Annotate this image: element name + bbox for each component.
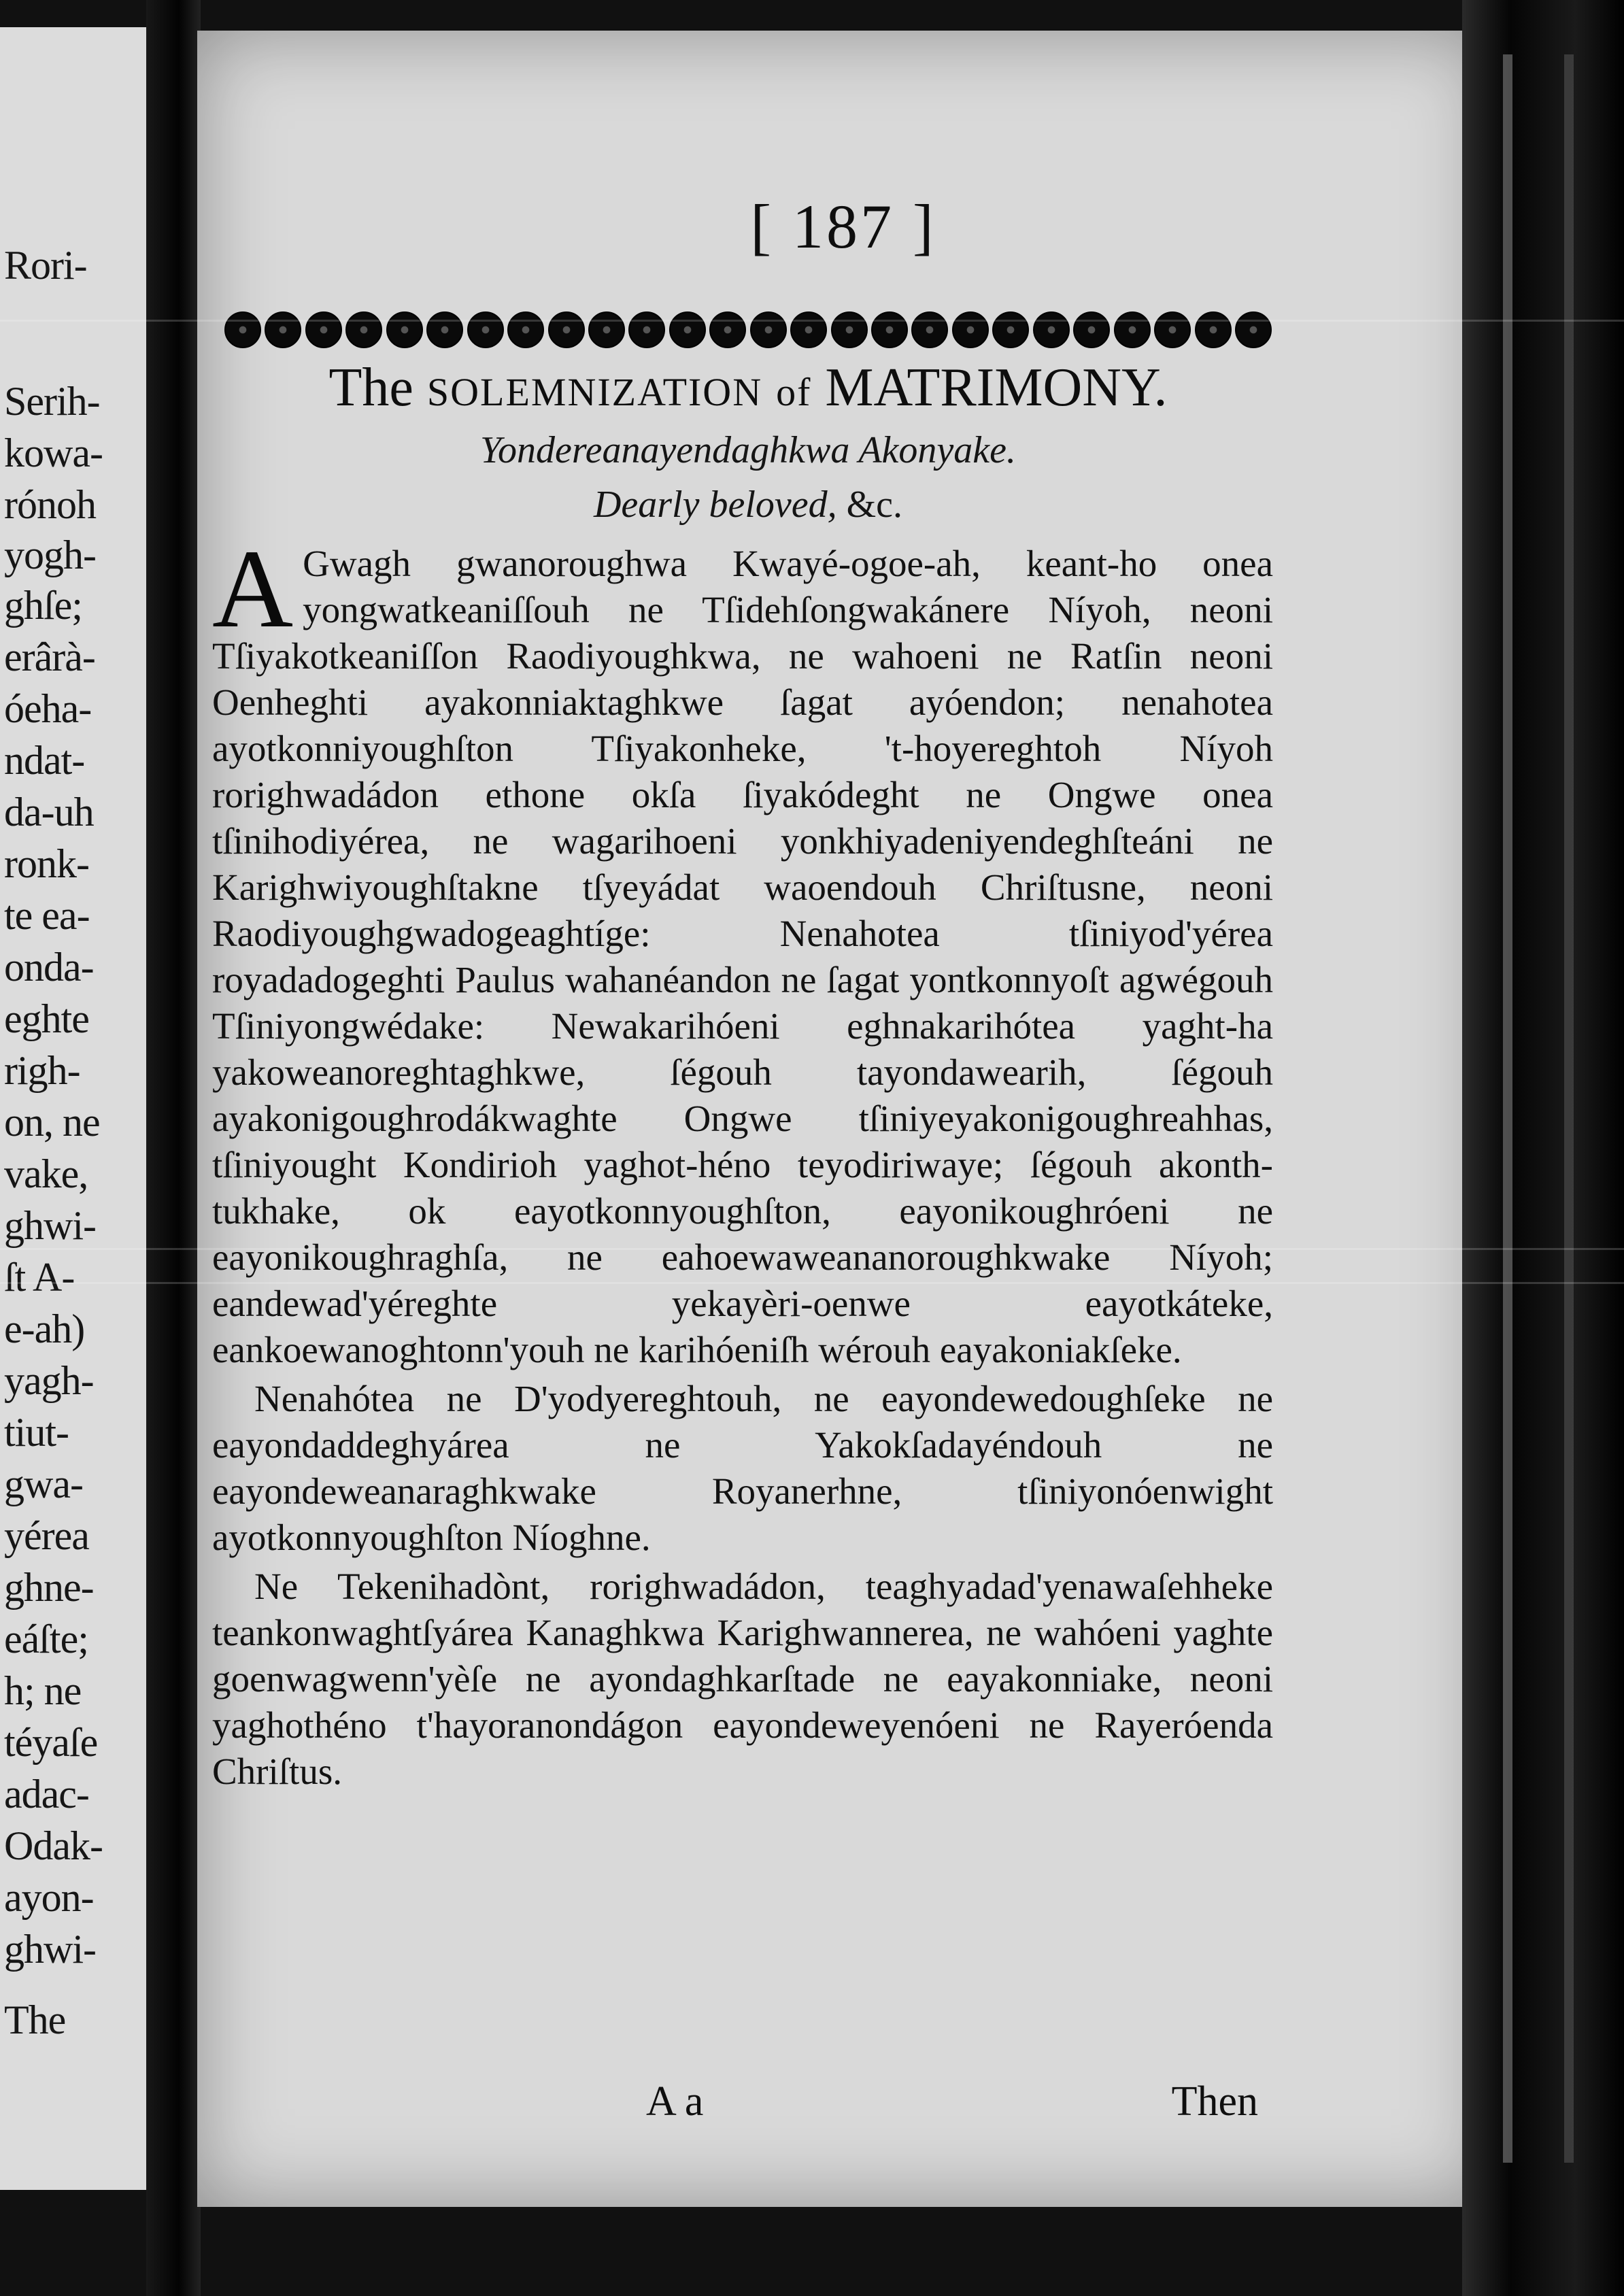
facing-page-word: ghſe; [4, 583, 82, 628]
body-text [212, 526, 1273, 1797]
facing-page-word: ghwi- [4, 1203, 96, 1248]
scan-artifact [0, 320, 1624, 322]
facing-page-word: ghwi- [4, 1927, 96, 1972]
edge-stripe [1564, 54, 1574, 2163]
ornament-dot [265, 311, 301, 348]
facing-page-word: kowa- [4, 430, 103, 475]
facing-page-word: tiut- [4, 1410, 69, 1455]
title-smallcaps: SOLEMNIZATION [426, 370, 763, 414]
facing-page-word: eghte [4, 996, 89, 1041]
section-title [224, 357, 1272, 419]
ornament-dot [224, 311, 261, 348]
book-gutter [146, 0, 201, 2296]
ornament-dot [1033, 311, 1070, 348]
title-of: of [776, 370, 812, 414]
facing-page-word: erârà- [4, 635, 95, 679]
ornament-dot [467, 311, 504, 348]
ornament-dot [628, 311, 665, 348]
facing-page-word: Rori- [4, 243, 87, 288]
facing-page-word: ſt A- [4, 1255, 75, 1300]
drop-cap: A [212, 526, 294, 651]
ornament-dot [1154, 311, 1191, 348]
ornament-dot [548, 311, 585, 348]
facing-page-word: The [4, 1997, 66, 2042]
facing-page-word: e-ah) [4, 1306, 85, 1351]
ornamental-border [224, 303, 1272, 357]
facing-page-word: rónoh [4, 482, 96, 527]
facing-page-word: eáſte; [4, 1617, 88, 1661]
ornament-dot [1114, 311, 1151, 348]
subtitle-dearly-beloved [224, 483, 1272, 526]
scan-artifact [0, 1282, 1624, 1284]
facing-page-word: óeha- [4, 686, 92, 731]
ornament-dot [790, 311, 827, 348]
facing-page-word: vake, [4, 1151, 88, 1196]
ornament-dot [1195, 311, 1232, 348]
scan-artifact [0, 1248, 1624, 1250]
page-number: [ 187 ] [750, 192, 936, 261]
facing-page-word: yagh- [4, 1358, 94, 1403]
paragraph-2: Nenahótea ne D'yodyereghtouh, ne eayondewedoughſeke ne eayondaddeghyárea ne Yakokſadayéndouh ne eayondeweanaraghkwake Royanerhne, tſiniyonóenwight ayotkonnyoughſton Níoghne. [212, 1378, 1273, 1558]
ornament-dot [750, 311, 787, 348]
paragraph-3: Ne Tekenihadònt, rorighwadádon, teaghyadad'yenawaſehheke teankonwaghtſyárea Kanaghkwa Karighwannerea, ne wahóeni yaghte goenwagwenn'yèſe ne ayondaghkarſtade ne eayakonniake, neoni yaghothéno t'hayoranondágon eayondeweyenóeni ne Rayeróenda Chriſtus. [212, 1566, 1273, 1792]
ornament-dot [1073, 311, 1110, 348]
ornament-dot [709, 311, 746, 348]
ornament-dot [1235, 311, 1272, 348]
facing-page-word: h; ne [4, 1668, 82, 1713]
facing-page-word: adac- [4, 1772, 89, 1817]
ornament-dot [345, 311, 382, 348]
ornament-dot [831, 311, 868, 348]
ornament-dot [871, 311, 908, 348]
ornament-dot [669, 311, 706, 348]
subtitle-mohawk: Yondereanayendaghkwa Akonyake. [480, 429, 1016, 471]
facing-page-word: téyaſe [4, 1720, 98, 1765]
ornament-dot [588, 311, 625, 348]
title-main: MATRIMONY. [825, 358, 1168, 418]
edge-stripe [1503, 54, 1512, 2163]
right-page-edge [1462, 0, 1624, 2296]
title-lead: The [328, 358, 413, 418]
facing-page-word: ayon- [4, 1875, 94, 1920]
facing-page-word: gwa- [4, 1462, 83, 1506]
facing-page-word: yogh- [4, 533, 96, 577]
catchword: Then [1171, 2078, 1258, 2125]
facing-page-fragment [0, 27, 146, 2190]
facing-page-word: ndat- [4, 738, 85, 783]
facing-page-word: te ea- [4, 893, 90, 938]
facing-page-word: onda- [4, 945, 94, 990]
ornament-dot [911, 311, 948, 348]
ornament-dot [426, 311, 463, 348]
signature-mark: A a [646, 2078, 704, 2125]
ornament-dot [305, 311, 342, 348]
page-187 [197, 31, 1489, 2207]
subtitle-rest: &c. [836, 484, 903, 526]
facing-page-word: Serih- [4, 379, 100, 424]
facing-page-word: Odak- [4, 1823, 103, 1868]
subtitle-italic: Dearly beloved, [593, 484, 837, 526]
paragraph-1-text: Gwagh gwanoroughwa Kwayé-ogoe-ah, keant-ho onea yongwatkeaniſſouh ne Tſidehſongwakánere Níyoh, neoni Tſiyakotkeaniſſon Raodiyoughkwa, ne wahoeni ne Ratſin neoni Oenheghti ayakonniaktaghkwe ſagat ayóendon; nenahotea ayotkonniyoughſton Tſiyakonheke, 't-hoyereghtoh Níyoh rorighwadádon ethone okſa ſiyakódeght ne Ongwe onea tſinihodiyérea, ne wagarihoeni yonkhiyadeniyendeghſteáni ne Karighwiyoughſtakne tſyeyádat waoendouh Chriſtusne, neoni Raodiyoughgwadogeaghtíge: Nenahotea tſiniyod'yérea royadadogeghti Paulus wahanéandon ne ſagat yontkonnyoſt agwégouh Tſiniyongwédake: Newakarihóeni eghnakarihótea yaght-ha yakoweanoreghtaghkwe, ſégouh tayondawearih, ſégouh ayakonigoughrodákwaghte Ongwe tſiniyeyakonigoughreahhas, tſiniyought Kondirioh yaghot-héno teyodiriwaye; ſégouh akonth-tukhake, ok eayotkonnyoughſton, eayonikoughróeni ne eayonikoughraghſa, ne eahoewaweananoroughkwake Níyoh; eandewad'yéreghte yekayèri-oenwe eayotkáteke, eankoewanoghtonn'youh ne karihóeniſh wérouh eayakoniakſeke. [212, 543, 1273, 1370]
facing-page-word: ronk- [4, 841, 89, 886]
facing-page-word: yérea [4, 1513, 89, 1558]
facing-page-word: righ- [4, 1048, 80, 1093]
ornament-dot [992, 311, 1029, 348]
facing-page-word: on, ne [4, 1100, 100, 1145]
facing-page-word: da-uh [4, 790, 94, 834]
ornament-dot [507, 311, 544, 348]
ornament-dot [386, 311, 423, 348]
facing-page-word: ghne- [4, 1565, 94, 1610]
ornament-dot [952, 311, 989, 348]
